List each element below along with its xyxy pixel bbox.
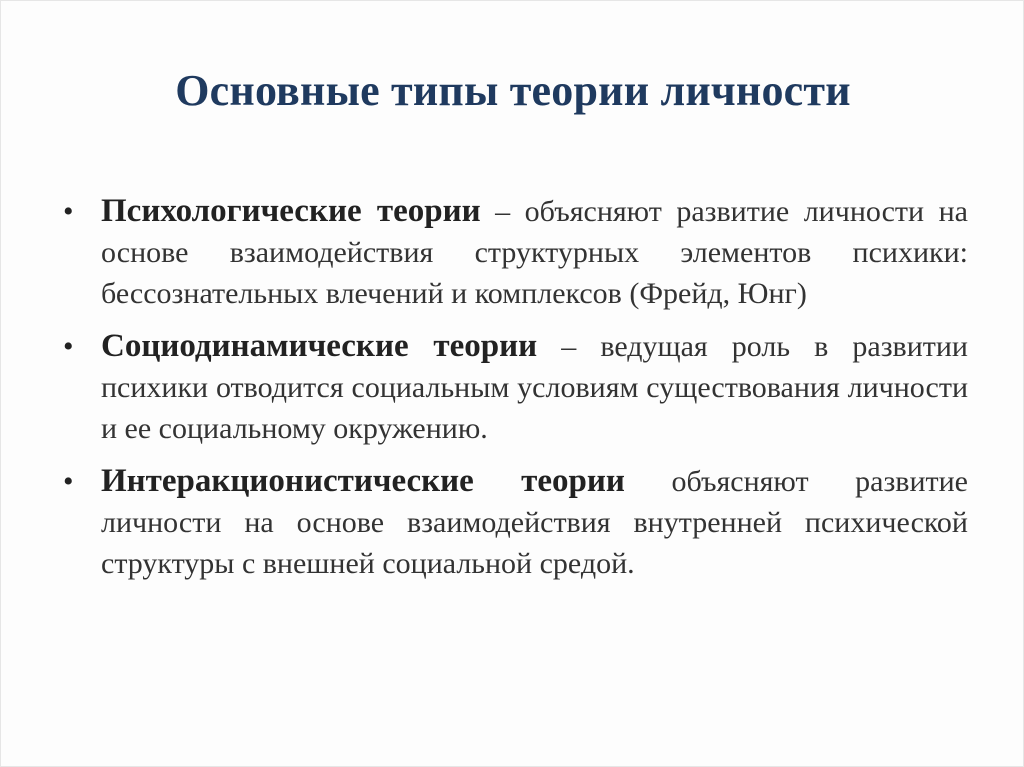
bullet-term: Психологические теории [101, 193, 481, 229]
slide-title: Основные типы теории личности [175, 66, 851, 115]
bullet-text: объясняют развитие личности на основе взаимодействия внутренней психической структуры с внешней социальной средой. [101, 465, 968, 580]
bullet-item-psychological [63, 191, 968, 314]
bullet-icon: • [63, 195, 74, 228]
bullet-item-interactionist [63, 461, 968, 584]
bullet-term: Социодинамические теории [101, 328, 538, 364]
bullet-item-sociodynamic [63, 326, 968, 449]
bullet-term: Интеракционистические теории [101, 463, 625, 499]
bullet-icon: • [63, 330, 74, 363]
bullet-list [63, 191, 968, 596]
bullet-text: – ведущая роль в развитии психики отводится социальным условиям существования личности и ее социальному окружению. [101, 330, 968, 445]
bullet-icon: • [63, 465, 74, 498]
bullet-text: – объясняют развитие личности на основе взаимодействия структурных элементов психики: бессознательных влечений и комплексов (Фрейд, Юнг) [101, 195, 968, 310]
